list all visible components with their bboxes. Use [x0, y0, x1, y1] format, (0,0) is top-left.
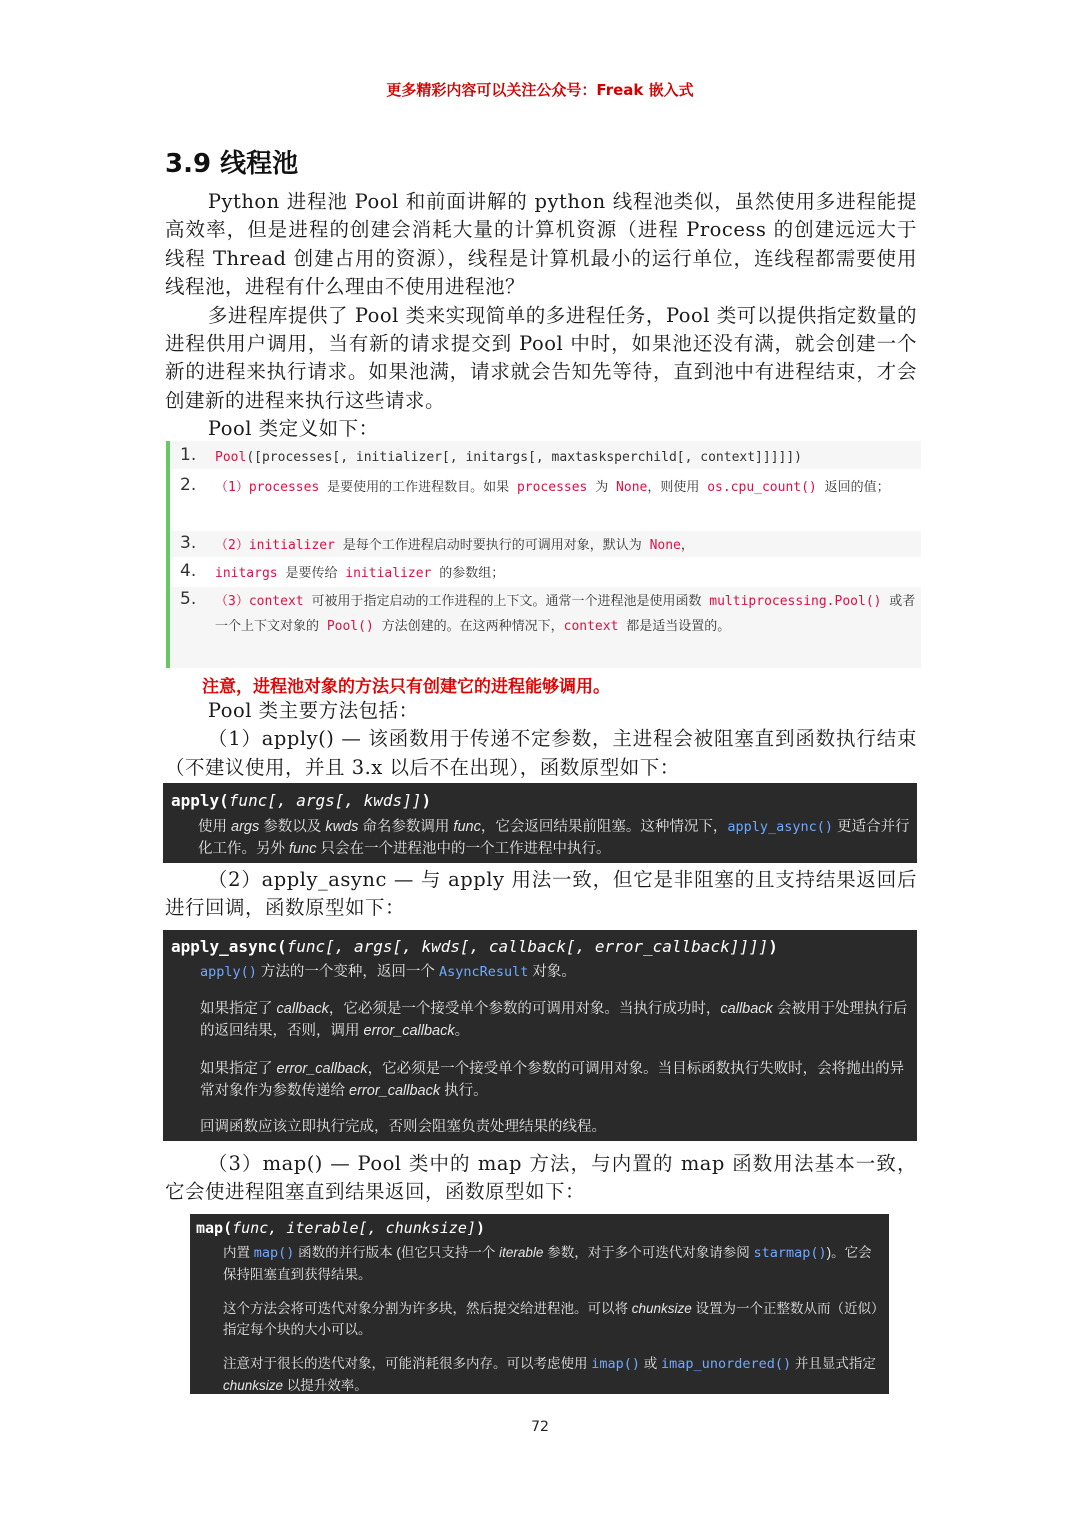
- intro-text: [165, 188, 917, 444]
- line-number: 3.: [180, 533, 197, 553]
- code-text: （1）processes 是要使用的工作进程数目。如果 processes 为 None，则使用 os.cpu_count() 返回的值；: [215, 480, 890, 495]
- apply-async-desc-4: 回调函数应该立即执行完成，否则会阻塞负责处理结果的线程。: [200, 1119, 606, 1135]
- map-desc-3: 注意对于很长的迭代对象，可能消耗很多内存。可以考虑使用 imap() 或 imap_unordered() 并且显式指定 chunksize 以提升效率。: [223, 1356, 876, 1393]
- code-line-3: [170, 531, 921, 557]
- code-line-5: [170, 587, 921, 668]
- warning-note: 注意，进程池对象的方法只有创建它的进程能够调用。: [202, 677, 610, 697]
- apply-async-desc-2: 如果指定了 callback，它必须是一个接受单个参数的可调用对象。当执行成功时，callback 会被用于处理执行后的返回结果，否则，调用 error_callback。: [200, 1001, 908, 1039]
- code-text: initargs 是要传给 initializer 的参数组；: [215, 566, 505, 581]
- line-number: 4.: [180, 561, 197, 581]
- apply-doc-box: [163, 783, 917, 863]
- code-line-2: [170, 471, 921, 523]
- apply-async-intro: [165, 866, 917, 923]
- code-text: Pool([processes[, initializer[, initargs[, maxtasksperchild[, context]]]]]): [215, 450, 803, 465]
- paragraph-apply: （1）apply() — 该函数用于传递不定参数，主进程会被阻塞直到函数执行结束（不建议使用，并且 3.x 以后不在出现），函数原型如下：: [165, 727, 917, 779]
- apply-description: 使用 args 参数以及 kwds 命名参数调用 func，它会返回结果前阻塞。这种情况下，apply_async() 更适合并行化工作。另外 func 只会在一个进程池中的一个工作进程中执行。: [198, 819, 910, 857]
- paragraph-methods: Pool 类主要方法包括：: [207, 699, 419, 722]
- paragraph-1: Python 进程池 Pool 和前面讲解的 python 线程池类似，虽然使用多进程能提高效率，但是进程的创建会消耗大量的计算机资源（进程 Process 的创建远远大于线程 Thread 创建占用的资源），线程是计算机最小的运行单位，连线程都需要使用线程池，进程有什么理由不使用进程池？: [165, 190, 917, 299]
- line-number: 1.: [180, 445, 197, 465]
- code-text: （2）initializer 是每个工作进程启动时要执行的可调用对象，默认为 None，: [215, 538, 694, 553]
- map-doc-box: [190, 1214, 889, 1394]
- apply-async-desc-1: apply() 方法的一个变种，返回一个 AsyncResult 对象。: [200, 964, 576, 980]
- map-desc-2: 这个方法会将可迭代对象分割为许多块，然后提交给进程池。可以将 chunksize 设置为一个正整数从而（近似）指定每个块的大小可以。: [223, 1301, 878, 1337]
- map-intro: [165, 1150, 917, 1207]
- map-desc-1: 内置 map() 函数的并行版本 (但它只支持一个 iterable 参数，对于多个可迭代对象请参阅 starmap())。它会保持阻塞直到获得结果。: [223, 1245, 872, 1282]
- code-text: （3）context 可被用于指定启动的工作进程的上下文。通常一个进程池是使用函数 multiprocessing.Pool() 或者一个上下文对象的 Pool() 方法创建的。在这两种情况下，context 都是适当设置的。: [215, 594, 916, 634]
- code-line-4: [170, 559, 921, 585]
- apply-signature: apply(func[, args[, kwds]]): [171, 791, 432, 810]
- apply-async-desc-3: 如果指定了 error_callback，它必须是一个接受单个参数的可调用对象。当目标函数执行失败时，会将抛出的异常对象作为参数传递给 error_callback 执行。: [200, 1061, 905, 1099]
- paragraph-map: （3）map() — Pool 类中的 map 方法，与内置的 map 函数用法基本一致，它会使进程阻塞直到结果返回，函数原型如下：: [165, 1152, 917, 1204]
- paragraph-2: 多进程库提供了 Pool 类来实现简单的多进程任务，Pool 类可以提供指定数量的进程供用户调用，当有新的请求提交到 Pool 中时，如果池还没有满，就会创建一个新的进程来执行请求。如果池满，请求就会告知先等待，直到池中有进程结束，才会创建新的进程来执行这些请求。: [165, 303, 917, 412]
- map-signature: map(func, iterable[, chunksize]): [196, 1219, 485, 1237]
- code-block: [166, 441, 921, 668]
- page-header: 更多精彩内容可以关注公众号：Freak 嵌入式: [386, 81, 694, 99]
- page-number: 72: [531, 1419, 549, 1435]
- paragraph-3: Pool 类定义如下：: [207, 417, 379, 441]
- code-line-1: [170, 441, 921, 469]
- paragraph-apply-async: （2）apply_async — 与 apply 用法一致，但它是非阻塞的且支持结果返回后进行回调，函数原型如下：: [165, 868, 917, 920]
- methods-intro: [165, 697, 917, 782]
- section-heading: 3.9 线程池: [165, 149, 299, 179]
- apply-async-signature: apply_async(func[, args[, kwds[, callback[, error_callback]]]]): [171, 937, 778, 956]
- line-number: 5.: [180, 589, 197, 609]
- line-number: 2.: [180, 475, 197, 495]
- apply-async-doc-box: [163, 930, 917, 1141]
